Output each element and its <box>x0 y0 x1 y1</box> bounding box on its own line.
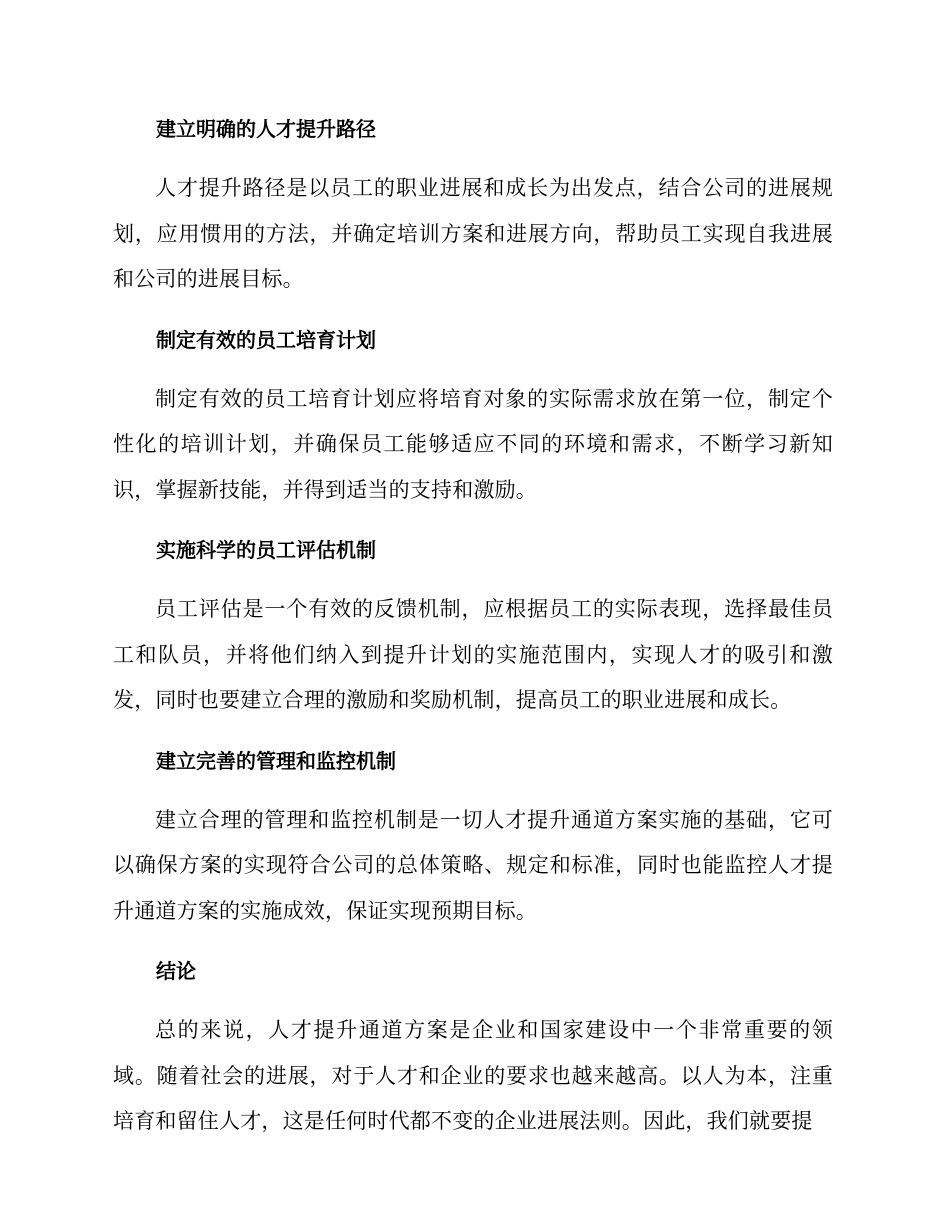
section-heading: 制定有效的员工培育计划 <box>156 327 376 352</box>
section-paragraph: 建立合理的管理和监控机制是一切人才提升通道方案实施的基础，它可以确保方案的实现符合公司的总体策略、规定和标准，同时也能监控人才提升通道方案的实施成效，保证实现预期目标。 <box>113 807 833 923</box>
section-heading: 实施科学的员工评估机制 <box>156 538 376 562</box>
document-content <box>113 112 833 1165</box>
section-paragraph: 制定有效的员工培育计划应将培育对象的实际需求放在第一位，制定个性化的培训计划，并确保员工能够适应不同的环境和需求，不断学习新知识，掌握新技能，并得到适当的支持和激励。 <box>113 386 833 502</box>
conclusion-paragraph: 总的来说，人才提升通道方案是企业和国家建设中一个非常重要的领域。随着社会的进展，对于人才和企业的要求也越来越高。以人为本，注重培育和留住人才，这是任何时代都不变的企业进展法则。因此，我们就要提 <box>113 1018 833 1133</box>
section-heading: 建立明确的人才提升路径 <box>156 117 376 141</box>
conclusion-heading: 结论 <box>156 959 196 983</box>
section-paragraph: 员工评估是一个有效的反馈机制，应根据员工的实际表现，选择最佳员工和队员，并将他们纳入到提升计划的实施范围内，实现人才的吸引和激发，同时也要建立合理的激励和奖励机制，提高员工的职业进展和成长。 <box>113 597 833 712</box>
section-heading: 建立完善的管理和监控机制 <box>156 748 396 773</box>
section-paragraph: 人才提升路径是以员工的职业进展和成长为出发点，结合公司的进展规划，应用惯用的方法，并确定培训方案和进展方向，帮助员工实现自我进展和公司的进展目标。 <box>113 176 833 291</box>
